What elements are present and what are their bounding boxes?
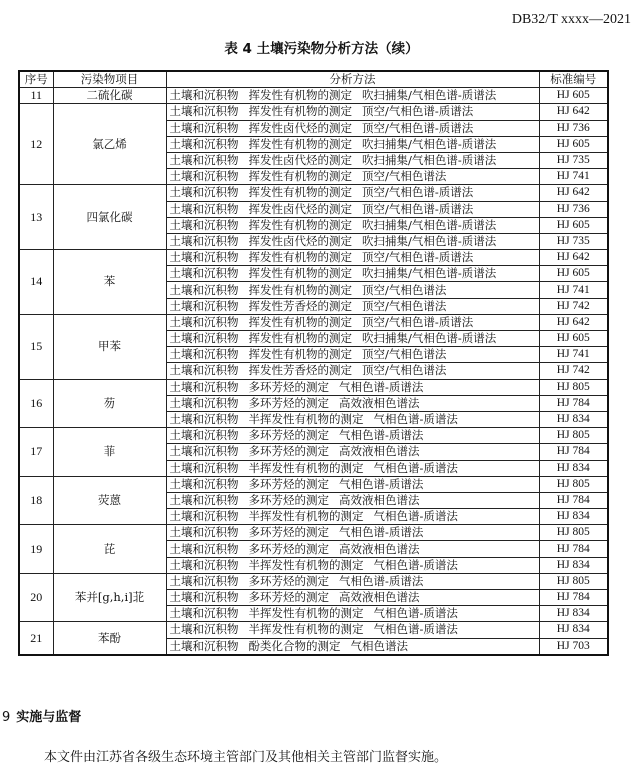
method-part-1: 土壤和沉积物 bbox=[169, 201, 239, 216]
analysis-method bbox=[166, 331, 539, 347]
method-part-3: 吹扫捕集/气相色谱-质谱法 bbox=[362, 217, 497, 232]
method-part-3: 气相色谱-质谱法 bbox=[373, 622, 458, 637]
table-row bbox=[19, 88, 608, 104]
standard-number: HJ 741 bbox=[539, 282, 608, 298]
standard-number: HJ 742 bbox=[539, 363, 608, 379]
method-part-3: 吹扫捕集/气相色谱-质谱法 bbox=[362, 266, 497, 281]
method-part-2: 挥发性有机物的测定 bbox=[248, 88, 352, 103]
row-number: 17 bbox=[19, 428, 53, 477]
analysis-method bbox=[166, 250, 539, 266]
analysis-method bbox=[166, 428, 539, 444]
row-number: 16 bbox=[19, 379, 53, 428]
method-part-3: 顶空/气相色谱法 bbox=[362, 363, 447, 378]
method-part-3: 顶空/气相色谱-质谱法 bbox=[362, 104, 474, 119]
method-part-3: 顶空/气相色谱法 bbox=[362, 282, 447, 297]
method-part-3: 顶空/气相色谱法 bbox=[362, 298, 447, 313]
standard-number: HJ 784 bbox=[539, 492, 608, 508]
table-title: 表 4 土壤污染物分析方法（续） bbox=[224, 41, 419, 57]
standard-number: HJ 703 bbox=[539, 638, 608, 655]
analysis-method bbox=[166, 282, 539, 298]
method-part-1: 土壤和沉积物 bbox=[169, 88, 239, 103]
pollutant-name: 芘 bbox=[53, 525, 166, 574]
pollutant-name: 荧蒽 bbox=[53, 476, 166, 525]
method-part-3: 吹扫捕集/气相色谱-质谱法 bbox=[362, 331, 497, 346]
standard-number: HJ 834 bbox=[539, 460, 608, 476]
row-number: 14 bbox=[19, 250, 53, 315]
row-number: 12 bbox=[19, 104, 53, 185]
method-part-2: 多环芳烃的测定 bbox=[248, 444, 329, 459]
method-part-3: 气相色谱-质谱法 bbox=[339, 573, 424, 588]
table-body bbox=[19, 88, 608, 655]
method-part-1: 土壤和沉积物 bbox=[169, 233, 239, 248]
method-part-3: 吹扫捕集/气相色谱-质谱法 bbox=[362, 153, 497, 168]
standard-number: HJ 834 bbox=[539, 622, 608, 638]
standard-number: HJ 805 bbox=[539, 573, 608, 589]
analysis-method bbox=[166, 590, 539, 606]
method-part-2: 挥发性卤代烃的测定 bbox=[248, 120, 352, 135]
standard-number: HJ 742 bbox=[539, 298, 608, 314]
method-part-2: 半挥发性有机物的测定 bbox=[248, 460, 364, 475]
method-part-1: 土壤和沉积物 bbox=[169, 460, 239, 475]
method-part-2: 半挥发性有机物的测定 bbox=[248, 557, 364, 572]
method-part-2: 半挥发性有机物的测定 bbox=[248, 412, 364, 427]
method-part-2: 挥发性有机物的测定 bbox=[248, 185, 352, 200]
method-part-1: 土壤和沉积物 bbox=[169, 331, 239, 346]
row-number: 11 bbox=[19, 88, 53, 104]
method-part-1: 土壤和沉积物 bbox=[169, 622, 239, 637]
analysis-method bbox=[166, 573, 539, 589]
table-header-row bbox=[19, 71, 608, 88]
method-part-3: 吹扫捕集/气相色谱-质谱法 bbox=[362, 136, 497, 151]
method-part-2: 挥发性有机物的测定 bbox=[248, 169, 352, 184]
standard-number: HJ 784 bbox=[539, 541, 608, 557]
standard-number: HJ 736 bbox=[539, 120, 608, 136]
table-row bbox=[19, 185, 608, 201]
method-part-2: 半挥发性有机物的测定 bbox=[248, 622, 364, 637]
analysis-method bbox=[166, 395, 539, 411]
standard-number: HJ 735 bbox=[539, 233, 608, 249]
method-part-2: 半挥发性有机物的测定 bbox=[248, 509, 364, 524]
standard-number: HJ 605 bbox=[539, 331, 608, 347]
method-part-2: 挥发性芳香烃的测定 bbox=[248, 298, 352, 313]
table-row bbox=[19, 525, 608, 541]
pollutant-name: 菲 bbox=[53, 428, 166, 477]
method-part-3: 顶空/气相色谱法 bbox=[362, 347, 447, 362]
standard-number: HJ 741 bbox=[539, 347, 608, 363]
method-part-3: 气相色谱-质谱法 bbox=[339, 525, 424, 540]
method-part-1: 土壤和沉积物 bbox=[169, 444, 239, 459]
analysis-method bbox=[166, 492, 539, 508]
standard-number: HJ 784 bbox=[539, 395, 608, 411]
analysis-method bbox=[166, 638, 539, 655]
standard-number: HJ 735 bbox=[539, 152, 608, 168]
pollutant-name: 芴 bbox=[53, 379, 166, 428]
method-part-3: 气相色谱-质谱法 bbox=[373, 606, 458, 621]
analysis-method bbox=[166, 476, 539, 492]
standard-number: HJ 805 bbox=[539, 525, 608, 541]
method-part-1: 土壤和沉积物 bbox=[169, 217, 239, 232]
standard-number: HJ 642 bbox=[539, 250, 608, 266]
row-number: 19 bbox=[19, 525, 53, 574]
method-part-3: 顶空/气相色谱-质谱法 bbox=[362, 120, 474, 135]
section-body-text: 本文件由江苏省各级生态环境主管部门及其他相关主管部门监督实施。 bbox=[44, 750, 448, 765]
table-row bbox=[19, 250, 608, 266]
column-header-no: 序号 bbox=[19, 71, 53, 88]
method-part-2: 多环芳烃的测定 bbox=[248, 541, 329, 556]
analysis-method bbox=[166, 120, 539, 136]
method-part-1: 土壤和沉积物 bbox=[169, 120, 239, 135]
table-row bbox=[19, 622, 608, 638]
standard-number: HJ 736 bbox=[539, 201, 608, 217]
analysis-methods-table bbox=[18, 70, 609, 656]
analysis-method bbox=[166, 201, 539, 217]
method-part-3: 气相色谱-质谱法 bbox=[373, 557, 458, 572]
method-part-1: 土壤和沉积物 bbox=[169, 347, 239, 362]
method-part-3: 顶空/气相色谱-质谱法 bbox=[362, 201, 474, 216]
analysis-method bbox=[166, 217, 539, 233]
row-number: 15 bbox=[19, 314, 53, 379]
method-part-2: 多环芳烃的测定 bbox=[248, 492, 329, 507]
standard-number: HJ 834 bbox=[539, 411, 608, 427]
method-part-3: 气相色谱-质谱法 bbox=[339, 379, 424, 394]
analysis-method bbox=[166, 541, 539, 557]
pollutant-name: 苯酚 bbox=[53, 622, 166, 655]
method-part-1: 土壤和沉积物 bbox=[169, 509, 239, 524]
method-part-3: 气相色谱-质谱法 bbox=[339, 476, 424, 491]
standard-number: HJ 834 bbox=[539, 606, 608, 622]
standard-number: HJ 784 bbox=[539, 590, 608, 606]
section-title: 实施与监督 bbox=[16, 710, 82, 725]
method-part-3: 顶空/气相色谱法 bbox=[362, 169, 447, 184]
section-heading bbox=[2, 706, 81, 725]
column-header-pollutant: 污染物项目 bbox=[53, 71, 166, 88]
method-part-3: 气相色谱-质谱法 bbox=[373, 412, 458, 427]
method-part-2: 挥发性卤代烃的测定 bbox=[248, 233, 352, 248]
row-number: 18 bbox=[19, 476, 53, 525]
method-part-2: 酚类化合物的测定 bbox=[248, 638, 341, 653]
method-part-2: 挥发性有机物的测定 bbox=[248, 250, 352, 265]
method-part-3: 顶空/气相色谱-质谱法 bbox=[362, 250, 474, 265]
standard-number: HJ 784 bbox=[539, 444, 608, 460]
method-part-3: 气相色谱-质谱法 bbox=[373, 509, 458, 524]
method-part-2: 挥发性有机物的测定 bbox=[248, 266, 352, 281]
method-part-1: 土壤和沉积物 bbox=[169, 476, 239, 491]
column-header-standard: 标准编号 bbox=[539, 71, 608, 88]
section-number: 9 bbox=[2, 710, 11, 725]
table-row bbox=[19, 476, 608, 492]
document-id: DB32/T xxxx—2021 bbox=[511, 12, 631, 27]
standard-number: HJ 642 bbox=[539, 104, 608, 120]
method-part-2: 挥发性有机物的测定 bbox=[248, 331, 352, 346]
method-part-2: 多环芳烃的测定 bbox=[248, 590, 329, 605]
standard-number: HJ 741 bbox=[539, 169, 608, 185]
analysis-method bbox=[166, 460, 539, 476]
analysis-method bbox=[166, 104, 539, 120]
table-row bbox=[19, 379, 608, 395]
method-part-3: 高效液相色谱法 bbox=[339, 492, 420, 507]
method-part-3: 高效液相色谱法 bbox=[339, 395, 420, 410]
row-number: 21 bbox=[19, 622, 53, 655]
method-part-3: 高效液相色谱法 bbox=[339, 541, 420, 556]
standard-number: HJ 805 bbox=[539, 476, 608, 492]
pollutant-name: 二硫化碳 bbox=[53, 88, 166, 104]
method-part-3: 气相色谱-质谱法 bbox=[339, 428, 424, 443]
method-part-1: 土壤和沉积物 bbox=[169, 590, 239, 605]
method-part-2: 半挥发性有机物的测定 bbox=[248, 606, 364, 621]
method-part-1: 土壤和沉积物 bbox=[169, 557, 239, 572]
standard-number: HJ 605 bbox=[539, 266, 608, 282]
pollutant-name: 氯乙烯 bbox=[53, 104, 166, 185]
method-part-1: 土壤和沉积物 bbox=[169, 492, 239, 507]
method-part-2: 挥发性有机物的测定 bbox=[248, 314, 352, 329]
method-part-1: 土壤和沉积物 bbox=[169, 573, 239, 588]
analysis-method bbox=[166, 509, 539, 525]
standard-number: HJ 834 bbox=[539, 509, 608, 525]
method-part-1: 土壤和沉积物 bbox=[169, 395, 239, 410]
method-part-2: 多环芳烃的测定 bbox=[248, 476, 329, 491]
method-part-1: 土壤和沉积物 bbox=[169, 428, 239, 443]
analysis-method bbox=[166, 136, 539, 152]
pollutant-name: 苯并[g,h,i]苝 bbox=[53, 573, 166, 622]
method-part-1: 土壤和沉积物 bbox=[169, 266, 239, 281]
analysis-method bbox=[166, 185, 539, 201]
analysis-method bbox=[166, 266, 539, 282]
method-part-1: 土壤和沉积物 bbox=[169, 525, 239, 540]
method-part-1: 土壤和沉积物 bbox=[169, 298, 239, 313]
analysis-method bbox=[166, 298, 539, 314]
method-part-3: 顶空/气相色谱-质谱法 bbox=[362, 314, 474, 329]
analysis-method bbox=[166, 314, 539, 330]
method-part-2: 多环芳烃的测定 bbox=[248, 573, 329, 588]
method-part-2: 多环芳烃的测定 bbox=[248, 525, 329, 540]
pollutant-name: 四氯化碳 bbox=[53, 185, 166, 250]
method-part-3: 高效液相色谱法 bbox=[339, 444, 420, 459]
analysis-method bbox=[166, 622, 539, 638]
method-part-2: 多环芳烃的测定 bbox=[248, 395, 329, 410]
method-part-1: 土壤和沉积物 bbox=[169, 314, 239, 329]
method-part-1: 土壤和沉积物 bbox=[169, 282, 239, 297]
column-header-method: 分析方法 bbox=[166, 71, 539, 88]
analysis-method bbox=[166, 525, 539, 541]
method-part-1: 土壤和沉积物 bbox=[169, 169, 239, 184]
method-part-2: 挥发性卤代烃的测定 bbox=[248, 201, 352, 216]
method-part-1: 土壤和沉积物 bbox=[169, 363, 239, 378]
method-part-1: 土壤和沉积物 bbox=[169, 606, 239, 621]
standard-number: HJ 834 bbox=[539, 557, 608, 573]
analysis-method bbox=[166, 233, 539, 249]
standard-number: HJ 605 bbox=[539, 217, 608, 233]
standard-number: HJ 605 bbox=[539, 136, 608, 152]
method-part-2: 多环芳烃的测定 bbox=[248, 428, 329, 443]
method-part-3: 气相色谱-质谱法 bbox=[373, 460, 458, 475]
method-part-2: 挥发性卤代烃的测定 bbox=[248, 153, 352, 168]
row-number: 13 bbox=[19, 185, 53, 250]
standard-number: HJ 805 bbox=[539, 379, 608, 395]
method-part-2: 挥发性有机物的测定 bbox=[248, 217, 352, 232]
method-part-3: 吹扫捕集/气相色谱-质谱法 bbox=[362, 233, 497, 248]
standard-number: HJ 805 bbox=[539, 428, 608, 444]
method-part-2: 挥发性有机物的测定 bbox=[248, 104, 352, 119]
method-part-3: 高效液相色谱法 bbox=[339, 590, 420, 605]
method-part-2: 挥发性有机物的测定 bbox=[248, 347, 352, 362]
analysis-method bbox=[166, 347, 539, 363]
method-part-1: 土壤和沉积物 bbox=[169, 104, 239, 119]
analysis-method bbox=[166, 169, 539, 185]
method-part-3: 吹扫捕集/气相色谱-质谱法 bbox=[362, 88, 497, 103]
table-row bbox=[19, 428, 608, 444]
analysis-method bbox=[166, 363, 539, 379]
method-part-2: 挥发性有机物的测定 bbox=[248, 136, 352, 151]
analysis-method bbox=[166, 444, 539, 460]
method-part-1: 土壤和沉积物 bbox=[169, 153, 239, 168]
method-part-1: 土壤和沉积物 bbox=[169, 541, 239, 556]
analysis-method bbox=[166, 557, 539, 573]
method-part-3: 气相色谱法 bbox=[350, 638, 408, 653]
standard-number: HJ 642 bbox=[539, 314, 608, 330]
method-part-1: 土壤和沉积物 bbox=[169, 412, 239, 427]
method-part-2: 挥发性芳香烃的测定 bbox=[248, 363, 352, 378]
pollutant-name: 苯 bbox=[53, 250, 166, 315]
pollutant-name: 甲苯 bbox=[53, 314, 166, 379]
method-part-2: 多环芳烃的测定 bbox=[248, 379, 329, 394]
method-part-1: 土壤和沉积物 bbox=[169, 185, 239, 200]
method-part-1: 土壤和沉积物 bbox=[169, 379, 239, 394]
method-part-1: 土壤和沉积物 bbox=[169, 250, 239, 265]
table-row bbox=[19, 314, 608, 330]
analysis-method bbox=[166, 411, 539, 427]
analysis-method bbox=[166, 88, 539, 104]
method-part-2: 挥发性有机物的测定 bbox=[248, 282, 352, 297]
method-part-3: 顶空/气相色谱-质谱法 bbox=[362, 185, 474, 200]
analysis-method bbox=[166, 152, 539, 168]
method-part-1: 土壤和沉积物 bbox=[169, 638, 239, 653]
table-row bbox=[19, 104, 608, 120]
analysis-method bbox=[166, 379, 539, 395]
analysis-method bbox=[166, 606, 539, 622]
standard-number: HJ 642 bbox=[539, 185, 608, 201]
method-part-1: 土壤和沉积物 bbox=[169, 136, 239, 151]
standard-number: HJ 605 bbox=[539, 88, 608, 104]
table-row bbox=[19, 573, 608, 589]
row-number: 20 bbox=[19, 573, 53, 622]
